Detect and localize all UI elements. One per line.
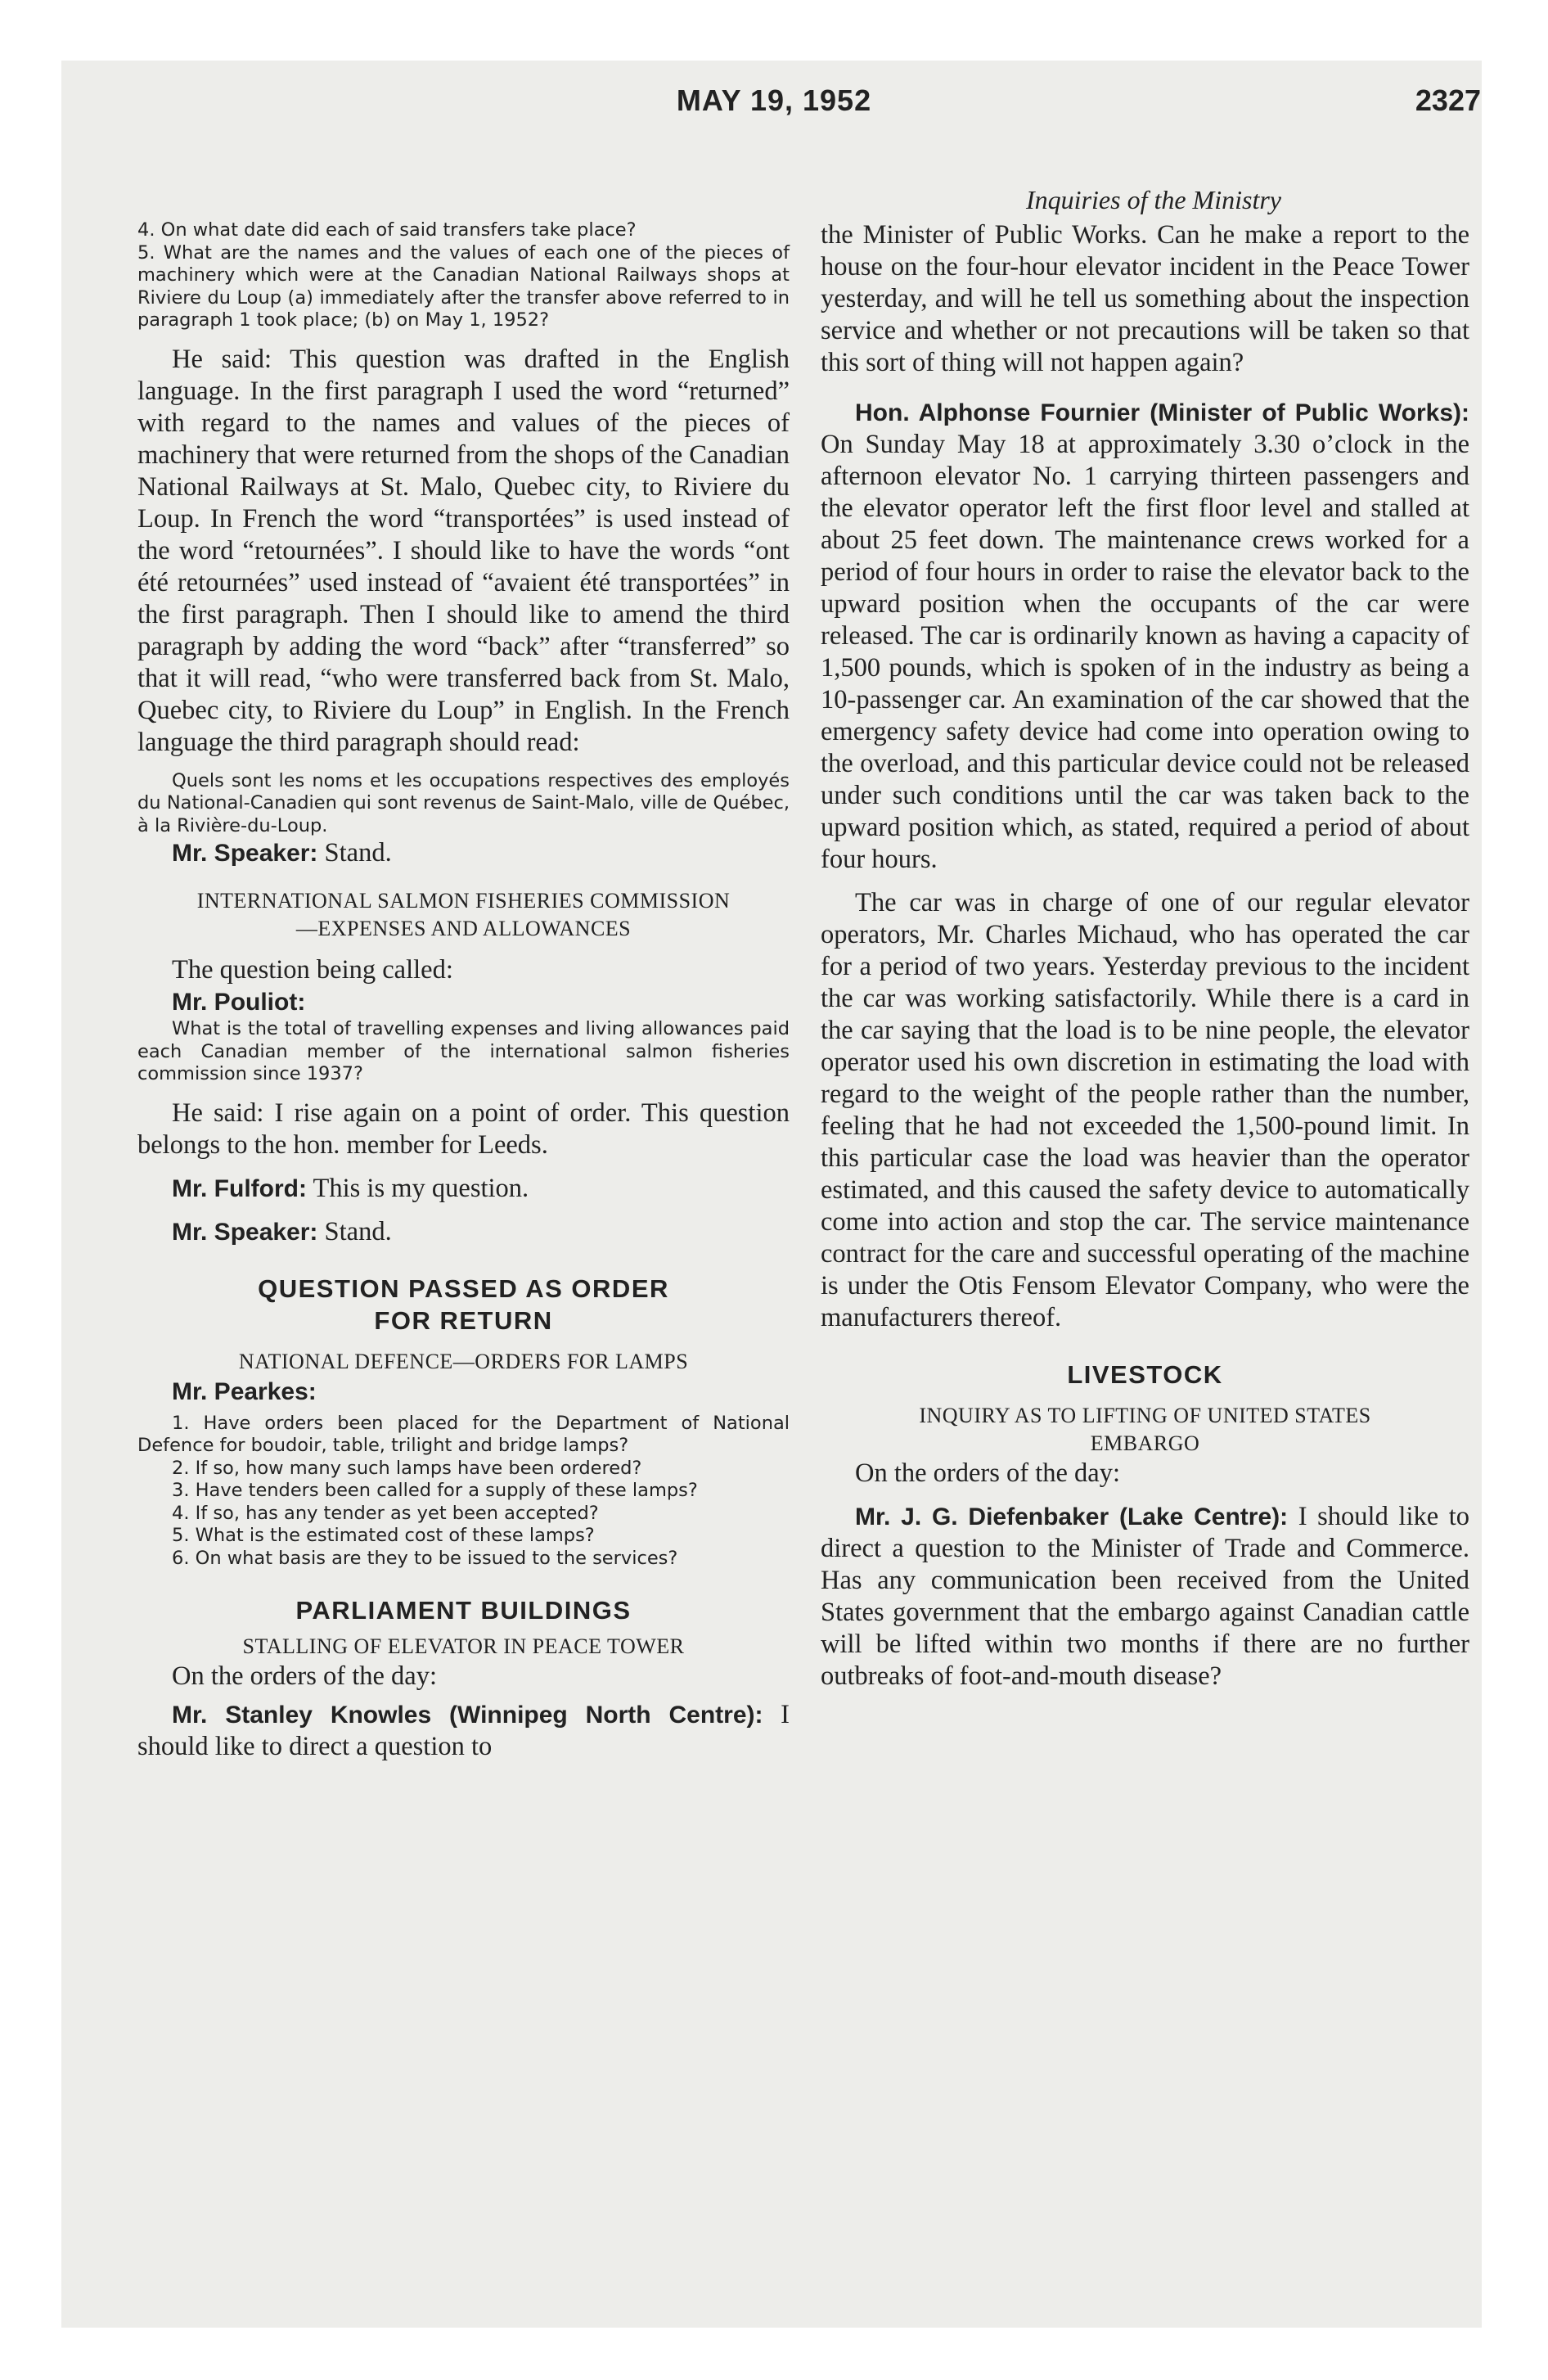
lamp-question: 3. Have tenders been called for a supply of these lamps? [172, 1480, 698, 1501]
lamp-question: 4. If so, has any tender as yet been accepted? [172, 1502, 599, 1524]
section-subheading: INQUIRY AS TO LIFTING OF UNITED STATES [919, 1404, 1371, 1427]
speaker-name: Mr. Pouliot: [172, 989, 306, 1016]
speech-paragraph: the Minister of Public Works. Can he make a report to the house on the four-hour elevator incident in the Peace Tower yesterday, and will he tell us something about the inspection service and whether or not precautions will be taken so that this sort of thing will not happen again? [821, 220, 1469, 377]
speech-paragraph: The car was in charge of one of our regular elevator operators, Mr. Charles Michaud, who has operated the car for a period of two years. Yesterday previous to the incident the car was working satisfactorily. While there is a card in the car saying that the load is to be nine people, the elevator operator used his own discretion in estimating the load with regard to the weight of the people rather than the number, feeling that he had not exceeded the 1,500-pound limit. In this particular case the load was heavier than the operator estimated, and this caused the safety device to automatically come into action and stop the car. The service maintenance contract for the care and successful operating of the machine is under the Otis Fensom Elevator Company, who were the manufacturers thereof. [821, 888, 1469, 1332]
speaker-line [137, 1173, 790, 1205]
speaker-line [821, 397, 1469, 876]
procedural-line: The question being called: [172, 955, 453, 985]
lamp-question: 6. On what basis are they to be issued to the services? [172, 1547, 678, 1569]
lamp-question: 1. Have orders been placed for the Department of National Defence for boudoir, table, trilight and bridge lamps? [137, 1412, 790, 1456]
question-item: What is the total of travelling expenses and living allowances paid each Canadian member of the international salmon fisheries commission since 1937? [137, 1018, 790, 1084]
section-subheading: NATIONAL DEFENCE—ORDERS FOR LAMPS [238, 1349, 689, 1373]
french-quote: Quels sont les noms et les occupations respectives des employés du National-Canadien qui sont revenus de Saint-Malo, ville de Québec, à la Rivière-du-Loup. [137, 769, 790, 836]
running-head: Inquiries of the Ministry [1026, 185, 1281, 214]
speaker-name: Mr. Stanley Knowles (Winnipeg North Centre): [172, 1702, 763, 1729]
speaker-name: Mr. Speaker: [172, 840, 318, 867]
speaker-line [137, 837, 790, 869]
speaker-line [137, 1376, 790, 1408]
speaker-text: I should like to direct a question to [137, 1700, 790, 1761]
speaker-text: Stand. [324, 1216, 392, 1246]
speaker-text: This is my question. [313, 1173, 529, 1203]
speaker-line [821, 1501, 1469, 1693]
speaker-name: Hon. Alphonse Fournier (Minister of Public Works): [855, 399, 1469, 426]
section-heading: LIVESTOCK [1067, 1360, 1223, 1389]
speaker-line [137, 986, 790, 1018]
procedural-line: On the orders of the day: [855, 1458, 1121, 1488]
speaker-text: Stand. [324, 838, 392, 868]
procedural-line: On the orders of the day: [172, 1661, 438, 1691]
question-item: 4. On what date did each of said transfers take place? [137, 219, 637, 241]
speaker-name: Mr. Speaker: [172, 1218, 318, 1246]
lamp-question: 5. What is the estimated cost of these lamps? [172, 1525, 595, 1546]
section-subheading: INTERNATIONAL SALMON FISHERIES COMMISSION [196, 889, 731, 913]
section-subheading: —EXPENSES AND ALLOWANCES [295, 917, 632, 940]
left-column [137, 219, 790, 1763]
speaker-text: On Sunday May 18 at approximately 3.30 o’clock in the afternoon elevator No. 1 carrying thirteen passengers and the elevator operator left the first floor level and stalled at about 25 feet down. The maintenance crews worked for a period of four hours in order to raise the elevator back to the upward position when the occupants of the car were released. The car is ordinarily known as having a capacity of 1,500 pounds, which is spoken of in the industry as being a 10-passenger car. An examination of the car showed that the emergency safety device had come into operation owing to the overload, and this particular device could not be released under such conditions until the car was taken back to the upward position which, as stated, required a period of about four hours. [821, 430, 1469, 874]
section-heading: FOR RETURN [374, 1305, 553, 1335]
page-number: 2327 [1415, 83, 1481, 117]
page-header [0, 83, 1548, 133]
section-subheading: STALLING OF ELEVATOR IN PEACE TOWER [242, 1634, 685, 1658]
speaker-name: Mr. Pearkes: [172, 1377, 317, 1405]
section-heading: QUESTION PASSED AS ORDER [258, 1273, 669, 1303]
speech-paragraph: He said: I rise again on a point of order. This question belongs to the hon. member for Leeds. [137, 1098, 790, 1160]
right-column [821, 219, 1469, 1693]
question-item: 5. What are the names and the values of each one of the pieces of machinery which were at the Canadian National Railways shops at Riviere du Loup (a) immediately after the transfer above referred to in paragraph 1 took place; (b) on May 1, 1952? [137, 241, 790, 331]
speaker-line [137, 1216, 790, 1248]
speaker-line [137, 1699, 790, 1763]
speech-paragraph: He said: This question was drafted in the English language. In the first paragraph I used the word “returned” with regard to the names and values of the pieces of machinery that were returned from the shops of the Canadian National Railways at St. Malo, Quebec city, to Riviere du Loup. In French the word “transportées” is used instead of the word “retournées”. I should like to have the words “ont été retournées” used instead of “avaient été transportées” in the first paragraph. Then I should like to amend the third paragraph by adding the word “back” after “transferred” so that it will read, “who were transferred back from St. Malo, Quebec city, to Riviere du Loup” in English. In the French language the third paragraph should read: [137, 344, 790, 757]
section-subheading: EMBARGO [1090, 1431, 1200, 1455]
lamp-question: 2. If so, how many such lamps have been ordered? [172, 1457, 642, 1479]
speaker-text: I should like to direct a question to the Minister of Trade and Commerce. Has any communication been received from the United States government that the embargo against Canadian cattle will be lifted within two months if there are no further outbreaks of foot-and-mouth disease? [821, 1502, 1470, 1691]
speaker-name: Mr. J. G. Diefenbaker (Lake Centre): [855, 1503, 1289, 1530]
header-date: MAY 19, 1952 [676, 83, 872, 117]
section-heading: PARLIAMENT BUILDINGS [295, 1596, 632, 1625]
speaker-name: Mr. Fulford: [172, 1174, 307, 1202]
